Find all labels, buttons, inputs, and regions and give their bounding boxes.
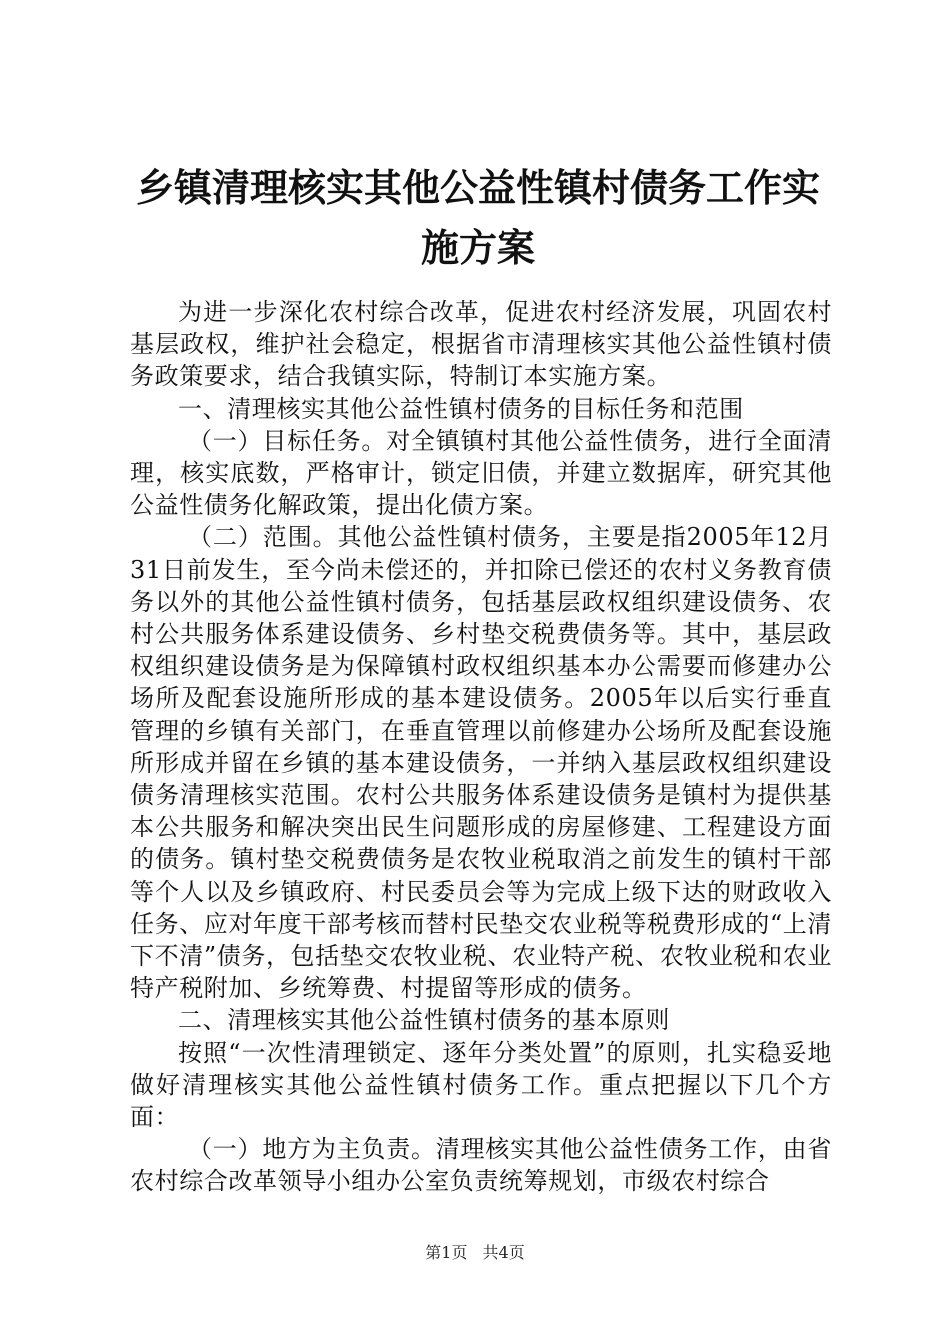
page-total: 共4页 <box>482 1243 525 1262</box>
page-footer <box>0 1243 950 1263</box>
page-number: 第1页 <box>425 1243 468 1262</box>
section-heading-1: 一、清理核实其他公益性镇村债务的目标任务和范围 <box>178 394 744 423</box>
paragraph-scope: （二）范围。其他公益性镇村债务，主要是指2005年12月31日前发生，至今尚未偿还的，并扣除已偿还的农村义务教育债务以外的其他公益性镇村债务，包括基层政权组织建设债务、农村公共服务体系建设债务、乡村垫交税费债务等。其中，基层政权组织建设债务是为保障镇村政权组织基本办公需要而修建办公场所及配套设施所形成的基本建设债务。2005年以后实行垂直管理的乡镇有关部门，在垂直管理以前修建办公场所及配套设施所形成并留在乡镇的基本建设债务，一并纳入基层政权组织建设债务清理核实范围。农村公共服务体系建设债务是镇村为提供基本公共服务和解决突出民生问题形成的房屋修建、工程建设方面的债务。镇村垫交税费债务是农牧业税取消之前发生的镇村干部等个人以及乡镇政府、村民委员会等为完成上级下达的财政收入任务、应对年度干部考核而替村民垫交农业税等税费形成的“上清下不清”债务，包括垫交农牧业税、农业特产税、农牧业税和农业特产税附加、乡统筹费、村提留等形成的债务。 <box>130 523 832 1003</box>
document-body <box>130 296 832 1198</box>
paragraph-principles: 按照“一次性清理锁定、逐年分类处置”的原则，扎实稳妥地做好清理核实其他公益性镇村债务工作。重点把握以下几个方面： <box>130 1038 832 1132</box>
paragraph-intro: 为进一步深化农村综合改革，促进农村经济发展，巩固农村基层政权，维护社会稳定，根据省市清理核实其他公益性镇村债务政策要求，结合我镇实际，特制订本实施方案。 <box>130 298 832 391</box>
paragraph-target-tasks: （一）目标任务。对全镇镇村其他公益性债务，进行全面清理，核实底数，严格审计，锁定旧债，并建立数据库，研究其他公益性债务化解政策，提出化债方案。 <box>130 426 832 520</box>
section-heading-2: 二、清理核实其他公益性镇村债务的基本原则 <box>178 1006 670 1035</box>
paragraph-local-responsibility: （一）地方为主负责。清理核实其他公益性债务工作，由省农村综合改革领导小组办公室负责统筹规划，市级农村综合 <box>130 1135 832 1196</box>
document-title: 乡镇清理核实其他公益性镇村债务工作实施方案 <box>135 166 820 270</box>
